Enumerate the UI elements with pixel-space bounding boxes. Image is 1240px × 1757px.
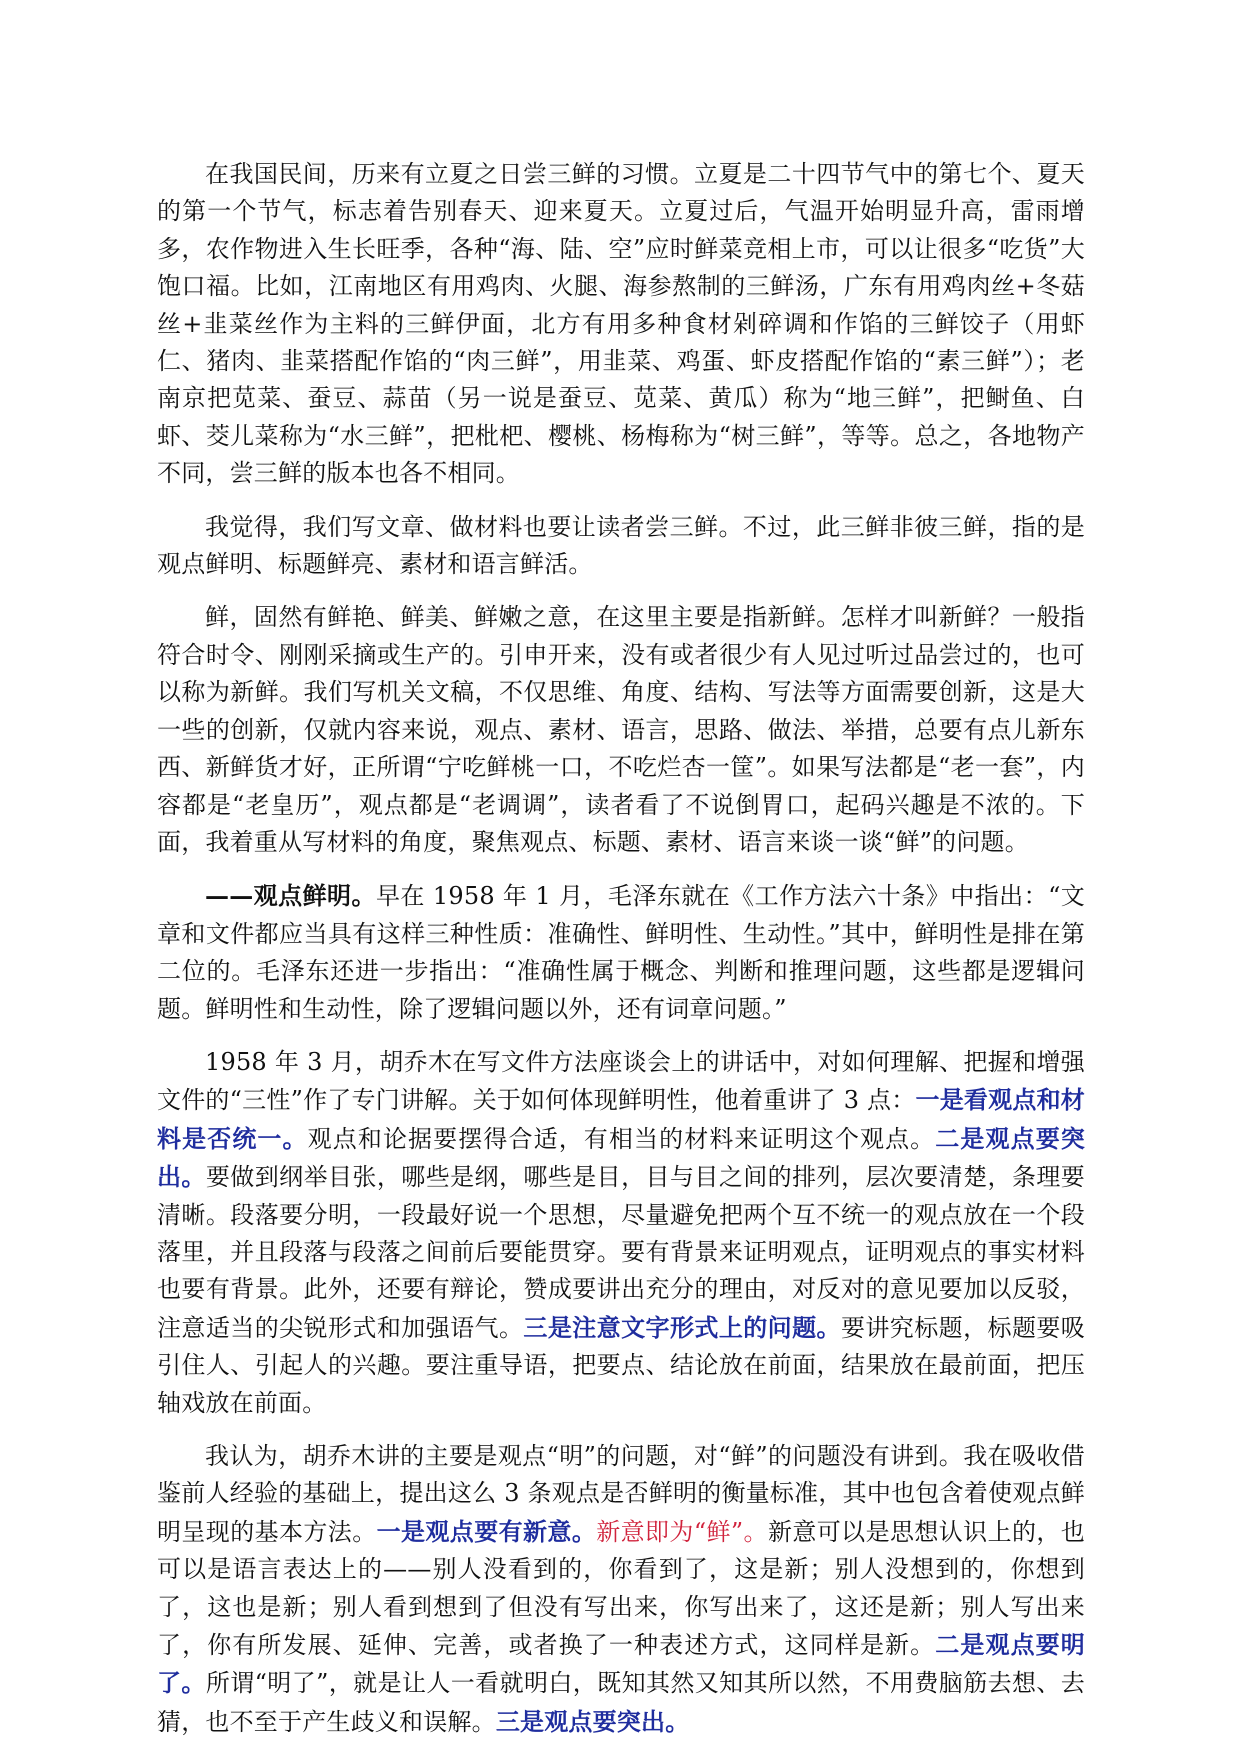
highlighted-point: 二是观点要突出。 [157, 1123, 1086, 1192]
text-run: 新意可以是思想认识上的，也可以是语言表达上的——别人没看到的，你看到了，这是新；别人没想到的，你想到了，这也是新；别人看到想到了但没有写出来，你写出来了，这还是新；别人写出来了，你有所发展、延伸、完善，或者换了一种表述方式，这同样是新。 [157, 1517, 1085, 1660]
highlighted-point: 三是注意文字形式上的问题。 [523, 1312, 841, 1342]
emphasis-text: 新意即为“鲜”。 [596, 1517, 768, 1546]
text-run: 早在 1958 年 1 月，毛泽东就在《工作方法六十条》中指出：“文章和文件都应当具有这样三种性质：准确性、鲜明性、生动性。”其中，鲜明性是排在第二位的。毛泽东还进一步指出：“准确性属于概念、判断和推理问题，这些都是逻辑问题。鲜明性和生动性，除了逻辑问题以外，还有词章问题。” [157, 882, 1085, 1023]
text-run: 在我国民间，历来有立夏之日尝三鲜的习惯。立夏是二十四节气中的第七个、夏天的第一个节气，标志着告别春天、迎来夏天。立夏过后，气温开始明显升高，雷雨增多，农作物进入生长旺季，各种“海、陆、空”应时鲜菜竞相上市，可以让很多“吃货”大饱口福。比如，江南地区有用鸡肉、火腿、海参熬制的三鲜汤，广东有用鸡肉丝+冬菇丝+韭菜丝作为主料的三鲜伊面，北方有用多种食材剁碎调和作馅的三鲜饺子（用虾仁、猪肉、韭菜搭配作馅的“肉三鲜”，用韭菜、鸡蛋、虾皮搭配作馅的“素三鲜”）；老南京把苋菜、蚕豆、蒜苗（另一说是蚕豆、苋菜、黄瓜）称为“地三鲜”，把鲥鱼、白虾、茭儿菜称为“水三鲜”，把枇杷、樱桃、杨梅称为“树三鲜”，等等。总之，各地物产不同，尝三鲜的版本也各不相同。 [157, 160, 1085, 488]
text-run: 我觉得，我们写文章、做材料也要让读者尝三鲜。不过，此三鲜非彼三鲜，指的是观点鲜明、标题鲜亮、素材和语言鲜活。 [157, 512, 1085, 579]
paragraph [157, 599, 1085, 861]
text-run: 我认为，胡乔木讲的主要是观点“明”的问题，对“鲜”的问题没有讲到。我在吸收借鉴前人经验的基础上，提出这么 3 条观点是否鲜明的衡量标准，其中也包含着使观点鲜明呈现的基本方法。 [157, 1442, 1085, 1546]
paragraph [157, 509, 1085, 584]
highlighted-point: 三是观点要突出。 [495, 1706, 690, 1736]
text-run: 观点和论据要摆得合适，有相当的材料来证明这个观点。 [307, 1124, 936, 1153]
paragraph [157, 877, 1085, 1028]
text-run: 所谓“明了”，就是让人一看就明白，既知其然又知其所以然，不用费脑筋去想、去猜，也不至于产生歧义和误解。 [157, 1669, 1086, 1736]
highlighted-point: 一是观点要有新意。 [376, 1516, 597, 1546]
paragraph [157, 1438, 1085, 1741]
text-run: 要讲究标题，标题要吸引住人、引起人的兴趣。要注重导语，把要点、结论放在前面，结果放在最前面，把压轴戏放在前面。 [157, 1313, 1085, 1417]
paragraph [157, 156, 1085, 493]
text-run: 要做到纲举目张，哪些是纲，哪些是目，目与目之间的排列，层次要清楚，条理要清晰。段落要分明，一段最好说一个思想，尽量避免把两个互不统一的观点放在一个段落里，并且段落与段落之间前后要能贯穿。要有背景来证明观点，证明观点的事实材料也要有背景。此外，还要有辩论，赞成要讲出充分的理由，对反对的意见要加以反驳，注意适当的尖锐形式和加强语气。 [157, 1163, 1085, 1342]
highlighted-point: 二是观点要明了。 [157, 1630, 1085, 1698]
document-body [157, 156, 1085, 1757]
text-run: 鲜，固然有鲜艳、鲜美、鲜嫩之意，在这里主要是指新鲜。怎样才叫新鲜？一般指符合时令、刚刚采摘或生产的。引申开来，没有或者很少有人见过听过品尝过的，也可以称为新鲜。我们写机关文稿，不仅思维、角度、结构、写法等方面需要创新，这是大一些的创新，仅就内容来说，观点、素材、语言，思路、做法、举措，总要有点儿新东西、新鲜货才好，正所谓“宁吃鲜桃一口，不吃烂杏一筐”。如果写法都是“老一套”，内容都是“老皇历”，观点都是“老调调”，读者看了不说倒胃口，起码兴趣是不浓的。下面，我着重从写材料的角度，聚焦观点、标题、素材、语言来谈一谈“鲜”的问题。 [157, 603, 1085, 856]
text-run: 1958 年 3 月，胡乔木在写文件方法座谈会上的讲话中，对如何理解、把握和增强文件的“三性”作了专门讲解。关于如何体现鲜明性，他着重讲了 3 点： [157, 1047, 1085, 1115]
section-heading: ——观点鲜明。 [205, 881, 376, 911]
highlighted-point: 一是看观点和材料是否统一。 [157, 1085, 1085, 1153]
paragraph [157, 1044, 1085, 1422]
